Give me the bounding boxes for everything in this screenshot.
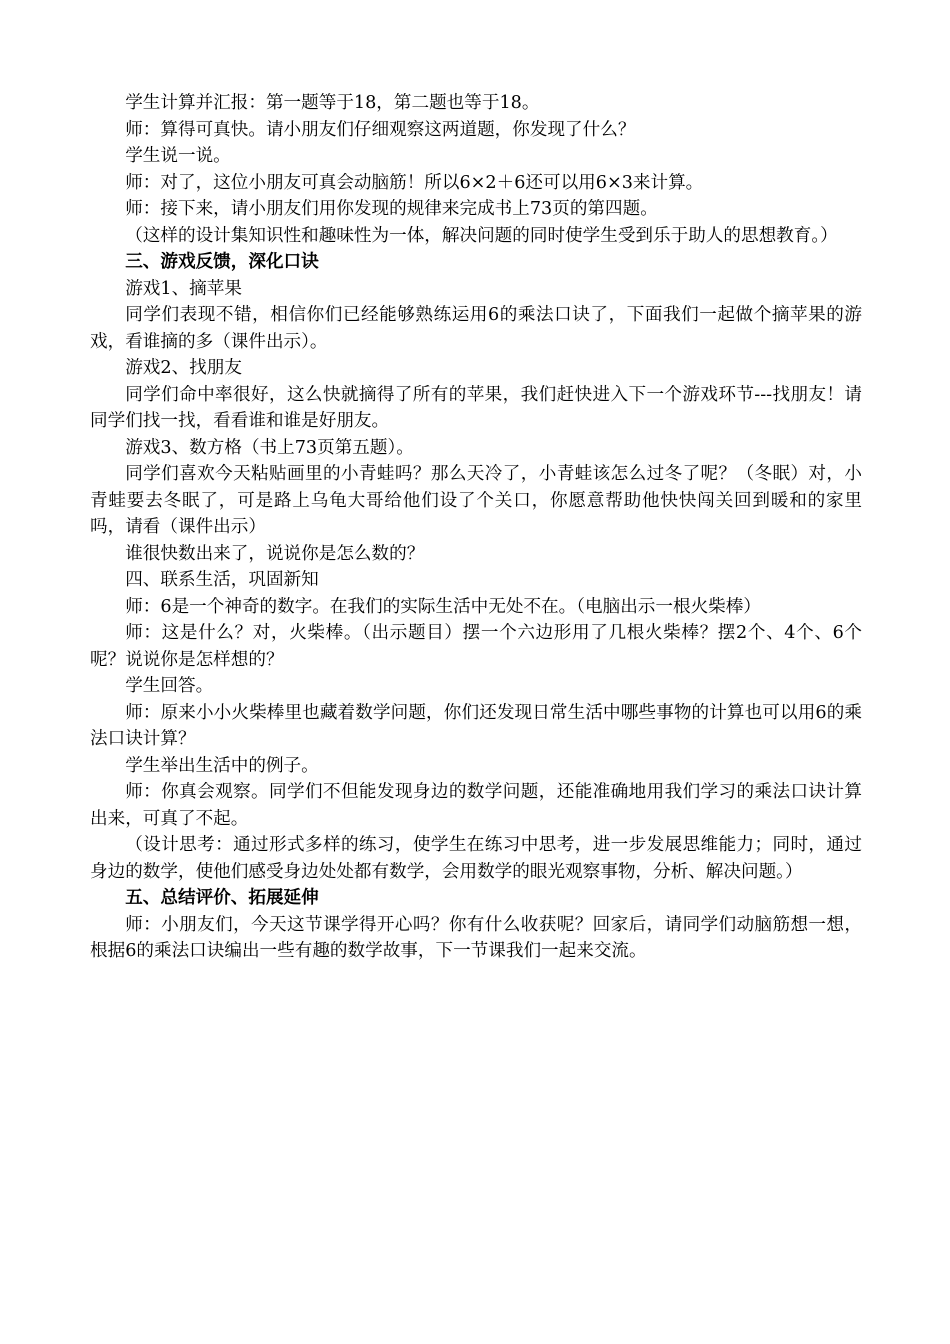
paragraph: 学生计算并汇报：第一题等于18，第二题也等于18。 bbox=[125, 93, 540, 113]
paragraph: 师：对了，这位小朋友可真会动脑筋！所以6×2＋6还可以用6×3来计算。 bbox=[125, 172, 704, 193]
paragraph: 游戏2、找朋友 bbox=[125, 358, 242, 378]
paragraph: 师：6是一个神奇的数字。在我们的实际生活中无处不在。（电脑出示一根火柴棒） bbox=[125, 596, 761, 617]
paragraph: 同学们表现不错，相信你们已经能够熟练运用6的乘法口诀了，下面我们一起做个摘苹果的游戏，看谁摘的多（课件出示）。 bbox=[90, 305, 862, 352]
paragraph: 师：这是什么？对，火柴棒。（出示题目）摆一个六边形用了几根火柴棒？摆2个、4个、6个呢？说说你是怎样想的？ bbox=[90, 623, 862, 670]
paragraph: 学生回答。 bbox=[125, 676, 214, 696]
paragraph: 学生举出生活中的例子。 bbox=[125, 755, 319, 776]
paragraph: 同学们喜欢今天粘贴画里的小青蛙吗？那么天冷了，小青蛙该怎么过冬了呢？（冬眠）对，小青蛙要去冬眠了，可是路上乌龟大哥给他们设了个关口，你愿意帮助他快快闯关回到暖和的家里吗，请看（课件出示） bbox=[90, 464, 862, 537]
section-heading-plain: 四、联系生活，巩固新知 bbox=[125, 570, 319, 590]
paragraph: 学生说一说。 bbox=[125, 146, 231, 166]
paragraph: 师：你真会观察。同学们不但能发现身边的数学问题，还能准确地用我们学习的乘法口诀计算出来，可真了不起。 bbox=[90, 782, 862, 829]
paragraph: 游戏1、摘苹果 bbox=[125, 278, 242, 299]
paragraph: 师：算得可真快。请小朋友们仔细观察这两道题，你发现了什么？ bbox=[125, 119, 636, 140]
paragraph: 同学们命中率很好，这么快就摘得了所有的苹果，我们赶快进入下一个游戏环节---找朋友！请同学们找一找，看看谁和谁是好朋友。 bbox=[90, 384, 862, 431]
paragraph: （这样的设计集知识性和趣味性为一体，解决问题的同时使学生受到乐于助人的思想教育。） bbox=[125, 225, 838, 246]
paragraph: 师：小朋友们，今天这节课学得开心吗？你有什么收获呢？回家后，请同学们动脑筋想一想，根据6的乘法口诀编出一些有趣的数学故事，下一节课我们一起来交流。 bbox=[90, 914, 862, 961]
paragraph: 师：原来小小火柴棒里也藏着数学问题，你们还发现日常生活中哪些事物的计算也可以用6的乘法口诀计算？ bbox=[90, 702, 862, 749]
paragraph: 游戏3、数方格（书上73页第五题）。 bbox=[125, 437, 414, 458]
paragraph: 谁很快数出来了，说说你是怎么数的？ bbox=[125, 543, 425, 564]
document-page bbox=[90, 90, 862, 965]
section-heading: 五、总结评价、拓展延伸 bbox=[125, 888, 319, 908]
paragraph: （设计思考：通过形式多样的练习，使学生在练习中思考，进一步发展思维能力；同时，通过身边的数学，使他们感受身边处处都有数学，会用数学的眼光观察事物，分析、解决问题。） bbox=[90, 835, 862, 882]
paragraph: 师：接下来，请小朋友们用你发现的规律来完成书上73页的第四题。 bbox=[125, 199, 658, 219]
section-heading: 三、游戏反馈，深化口诀 bbox=[125, 252, 319, 272]
